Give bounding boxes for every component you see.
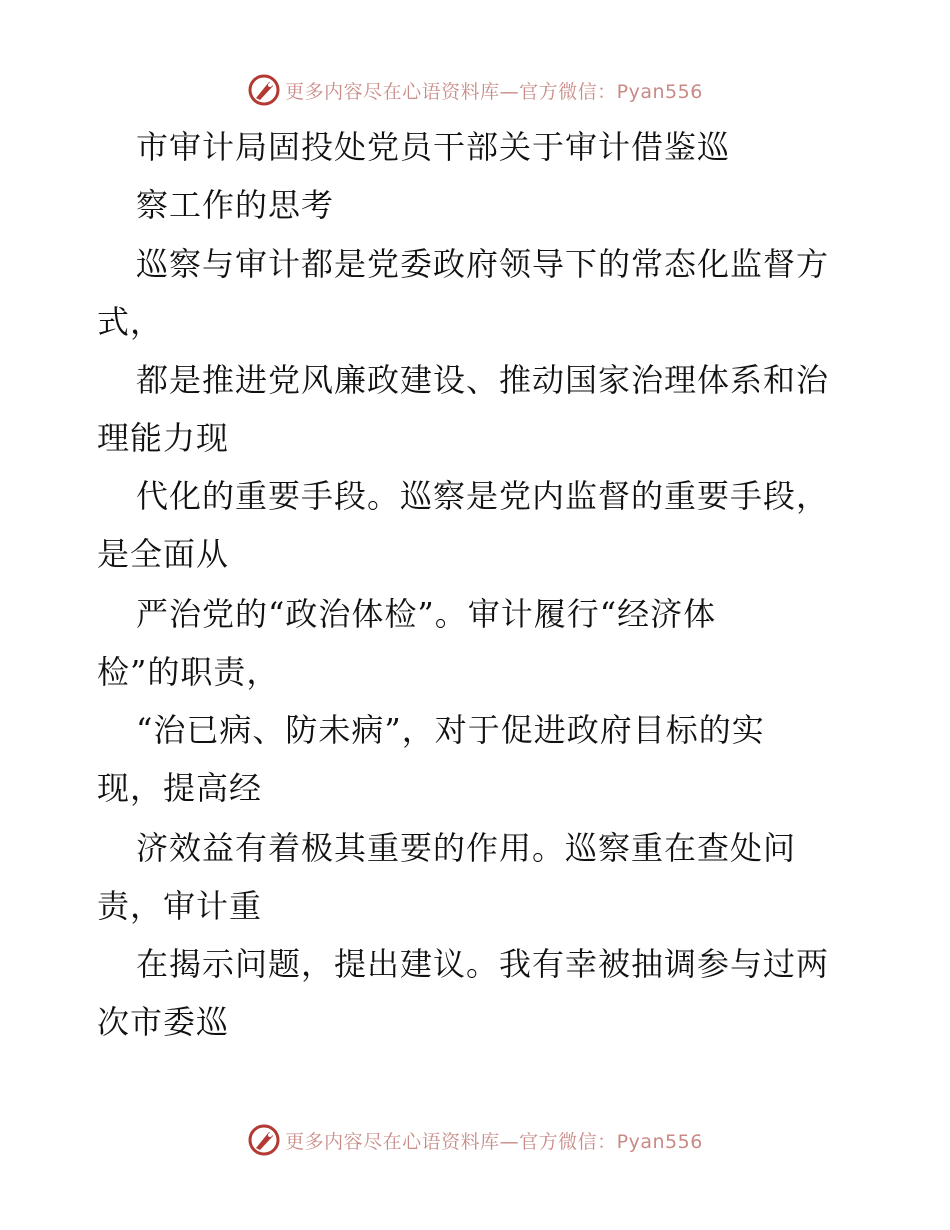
body-line: 都是推进党风廉政建设、推动国家治理体系和治 (136, 361, 830, 399)
body-line: 理能力现 (97, 419, 230, 457)
watermark-text: 更多内容尽在心语资料库—官方微信：Pyan556 (285, 1130, 703, 1153)
body-line: 检”的职责， (97, 653, 280, 691)
body-line: 是全面从 (97, 535, 230, 573)
body-line: 次市委巡 (97, 1003, 230, 1041)
body-line: 现，提高经 (97, 769, 263, 807)
body-line: 代化的重要手段。巡察是党内监督的重要手段， (136, 477, 830, 515)
body-line: 严治党的“政治体检”。审计履行“经济体 (136, 595, 717, 633)
header-watermark (0, 70, 950, 110)
body-line: 式， (97, 303, 164, 341)
pen-nib-logo-icon (247, 73, 281, 107)
body-line: 巡察与审计都是党委政府领导下的常态化监督方 (136, 245, 830, 283)
pen-nib-logo-icon (247, 1123, 281, 1157)
body-line: 责，审计重 (97, 887, 263, 925)
body-line: “治已病、防未病”，对于促进政府目标的实 (136, 711, 765, 749)
title-line-2: 察工作的思考 (136, 186, 335, 224)
footer-watermark (0, 1120, 950, 1160)
title-line-1: 市审计局固投处党员干部关于审计借鉴巡 (136, 128, 731, 166)
watermark-text: 更多内容尽在心语资料库—官方微信：Pyan556 (285, 80, 703, 103)
body-line: 济效益有着极其重要的作用。巡察重在查处问 (136, 829, 797, 867)
body-line: 在揭示问题，提出建议。我有幸被抽调参与过两 (136, 945, 830, 983)
